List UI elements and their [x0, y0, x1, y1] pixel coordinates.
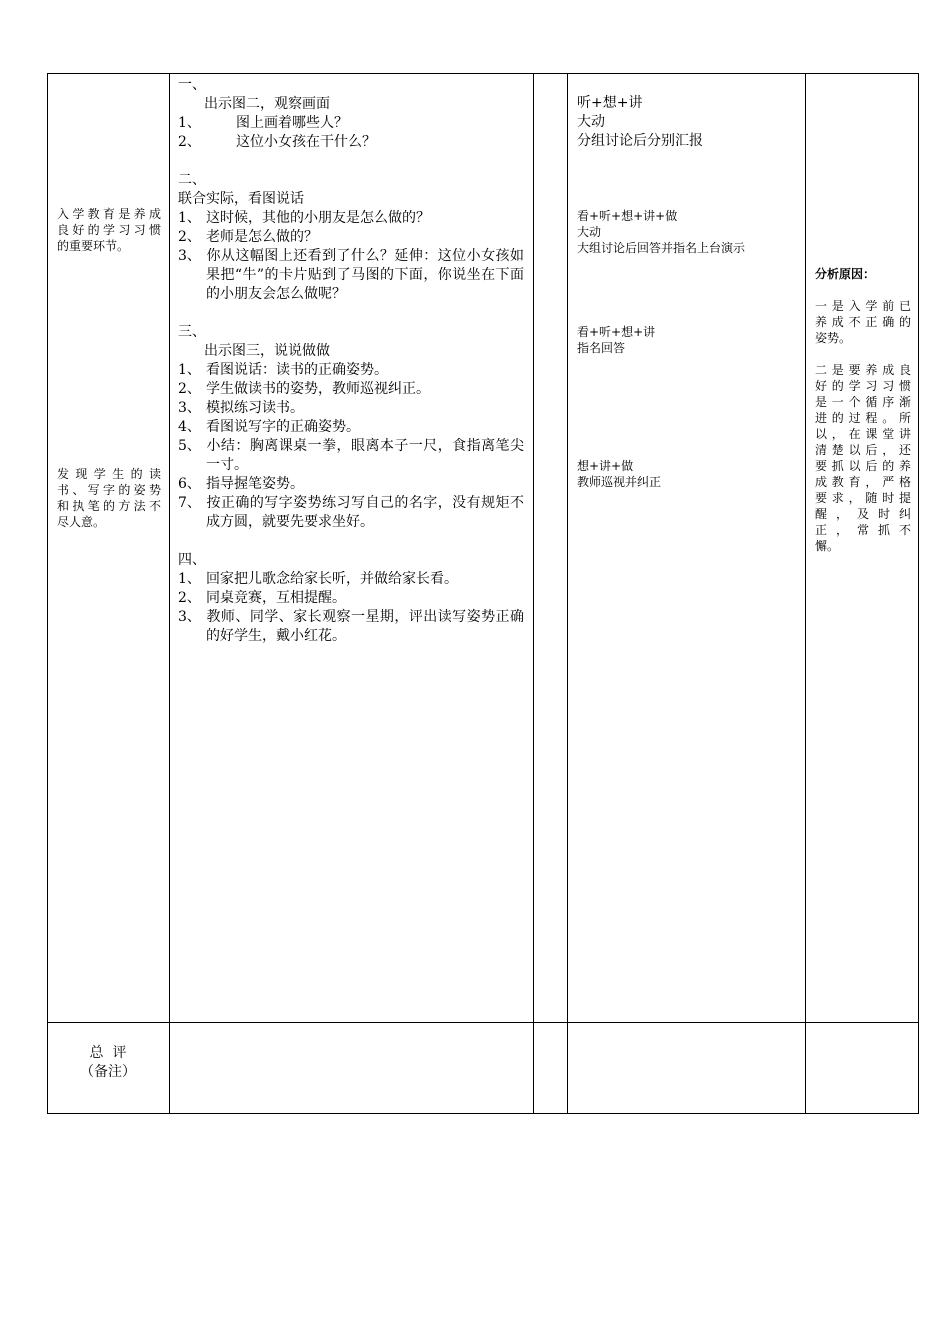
list-item [178, 437, 524, 475]
activity-block-1 [577, 94, 797, 151]
item-number: 2、 [178, 134, 201, 150]
list-item [178, 589, 524, 608]
item-text: 小结：胸离课桌一拳，眼离本子一尺，食指离笔尖一寸。 [206, 438, 524, 473]
note-line: 尽人意。 [57, 515, 106, 529]
activity-line: 听+想+讲 [577, 95, 643, 111]
note-line: 发现学生的读 [57, 467, 161, 481]
item-text: 同桌竞赛，互相提醒。 [206, 590, 346, 606]
item-number: 7、 [178, 495, 201, 511]
list-item [178, 361, 524, 380]
item-text: 学生做读书的姿势，教师巡视纠正。 [206, 381, 430, 397]
purpose-note [57, 206, 161, 254]
item-text: 你从这幅图上还看到了什么？延伸：这位小女孩如果把“牛”的卡片贴到了马图的下面，你说坐在下面的小朋友会怎么做呢？ [206, 248, 524, 302]
activity-line: 看+听+想+讲 [577, 325, 656, 339]
section-heading: 一、 [178, 77, 206, 93]
list-item [178, 418, 524, 437]
item-text: 按正确的写字姿势练习写自己的名字，没有规矩不成方圆，就要先要求坐好。 [206, 495, 524, 530]
observation-note [57, 466, 161, 530]
analysis-title: 分析原因： [815, 267, 876, 281]
item-text: 这时候，其他的小朋友是怎么做的？ [206, 210, 430, 226]
analysis-line: 养成不正确的 [815, 315, 911, 329]
item-number: 1、 [178, 210, 201, 226]
item-number: 1、 [178, 571, 201, 587]
activity-block-2 [577, 208, 797, 256]
note-line: 和执笔的方法不 [57, 499, 161, 513]
activity-line: 教师巡视并纠正 [577, 475, 662, 489]
list-item [178, 114, 524, 133]
item-number: 3、 [178, 248, 201, 264]
item-number: 5、 [178, 438, 201, 454]
item-number: 1、 [178, 362, 201, 378]
analysis-line: 正，常抓不 [815, 523, 911, 537]
item-text: 模拟练习读书。 [206, 400, 304, 416]
footer-label [57, 1044, 159, 1082]
note-line: 书、写字的姿势 [57, 483, 161, 497]
item-number: 2、 [178, 381, 201, 397]
note-line: 良好的学习习惯 [57, 223, 161, 237]
activity-block-3 [577, 324, 797, 356]
item-text: 老师是怎么做的？ [206, 229, 318, 245]
analysis-line: 清楚以后，还 [815, 443, 911, 457]
section-intro: 出示图二，观察画面 [204, 96, 330, 112]
analysis-line: 以，在课堂讲 [815, 427, 911, 441]
section-intro: 联合实际，看图说话 [178, 191, 304, 207]
analysis-line: 要求，随时提 [815, 491, 911, 505]
item-text: 看图说写字的正确姿势。 [206, 419, 360, 435]
list-item [178, 133, 524, 152]
analysis-line: 醒，及时纠 [815, 507, 911, 521]
item-number: 1、 [178, 115, 201, 131]
item-number: 4、 [178, 419, 201, 435]
note-line: 的重要环节。 [57, 239, 130, 253]
teaching-process [178, 76, 524, 646]
activity-line: 看+听+想+讲+做 [577, 209, 678, 223]
list-item [178, 570, 524, 589]
table-border-top [47, 73, 919, 74]
activity-block-4 [577, 458, 797, 490]
analysis-line: 姿势。 [815, 331, 852, 345]
activity-line: 大动 [577, 225, 602, 239]
item-text: 教师、同学、家长观察一星期，评出读写姿势正确的好学生，戴小红花。 [206, 609, 524, 644]
column-divider-2 [533, 73, 534, 1114]
analysis-column [815, 266, 911, 554]
overall-comment-label: 总 评 [89, 1045, 127, 1061]
analysis-line: 要抓以后的养 [815, 459, 911, 473]
list-item [178, 247, 524, 304]
analysis-line: 一是入学前已 [815, 299, 911, 313]
item-number: 3、 [178, 400, 201, 416]
activity-line: 大组讨论后回答并指名上台演示 [577, 241, 746, 255]
item-text: 看图说话：读书的正确姿势。 [206, 362, 388, 378]
table-border-bottom [47, 1113, 919, 1114]
list-item [178, 228, 524, 247]
analysis-line: 进的过程。所 [815, 411, 911, 425]
section-heading: 二、 [178, 172, 206, 188]
row-divider [47, 1022, 919, 1023]
list-item [178, 399, 524, 418]
analysis-line: 好的学习习惯 [815, 379, 911, 393]
analysis-line: 是一个循序渐 [815, 395, 911, 409]
column-divider-1 [169, 73, 170, 1114]
item-text: 指导握笔姿势。 [206, 476, 304, 492]
analysis-line: 二是要养成良 [815, 363, 911, 377]
item-number: 2、 [178, 590, 201, 606]
column-divider-4 [805, 73, 806, 1114]
item-text: 图上画着哪些人？ [236, 115, 348, 131]
column-divider-3 [567, 73, 568, 1114]
table-border-right [918, 73, 919, 1114]
item-number: 2、 [178, 229, 201, 245]
list-item [178, 494, 524, 532]
activity-line: 大动 [577, 114, 605, 130]
activity-line: 想+讲+做 [577, 459, 634, 473]
remarks-label: （备注） [80, 1064, 136, 1080]
analysis-line: 成教育，严格 [815, 475, 911, 489]
list-item [178, 380, 524, 399]
section-heading: 四、 [178, 552, 206, 568]
activity-line: 分组讨论后分别汇报 [577, 133, 703, 149]
section-heading: 三、 [178, 324, 206, 340]
list-item [178, 209, 524, 228]
item-number: 6、 [178, 476, 201, 492]
table-border-left [47, 73, 48, 1114]
list-item [178, 475, 524, 494]
item-text: 这位小女孩在干什么？ [236, 134, 376, 150]
item-number: 3、 [178, 609, 201, 625]
note-line: 入学教育是养成 [57, 207, 161, 221]
list-item [178, 608, 524, 646]
analysis-line: 懈。 [815, 539, 840, 553]
item-text: 回家把儿歌念给家长听，并做给家长看。 [206, 571, 458, 587]
activity-line: 指名回答 [577, 341, 626, 355]
section-intro: 出示图三，说说做做 [204, 343, 330, 359]
